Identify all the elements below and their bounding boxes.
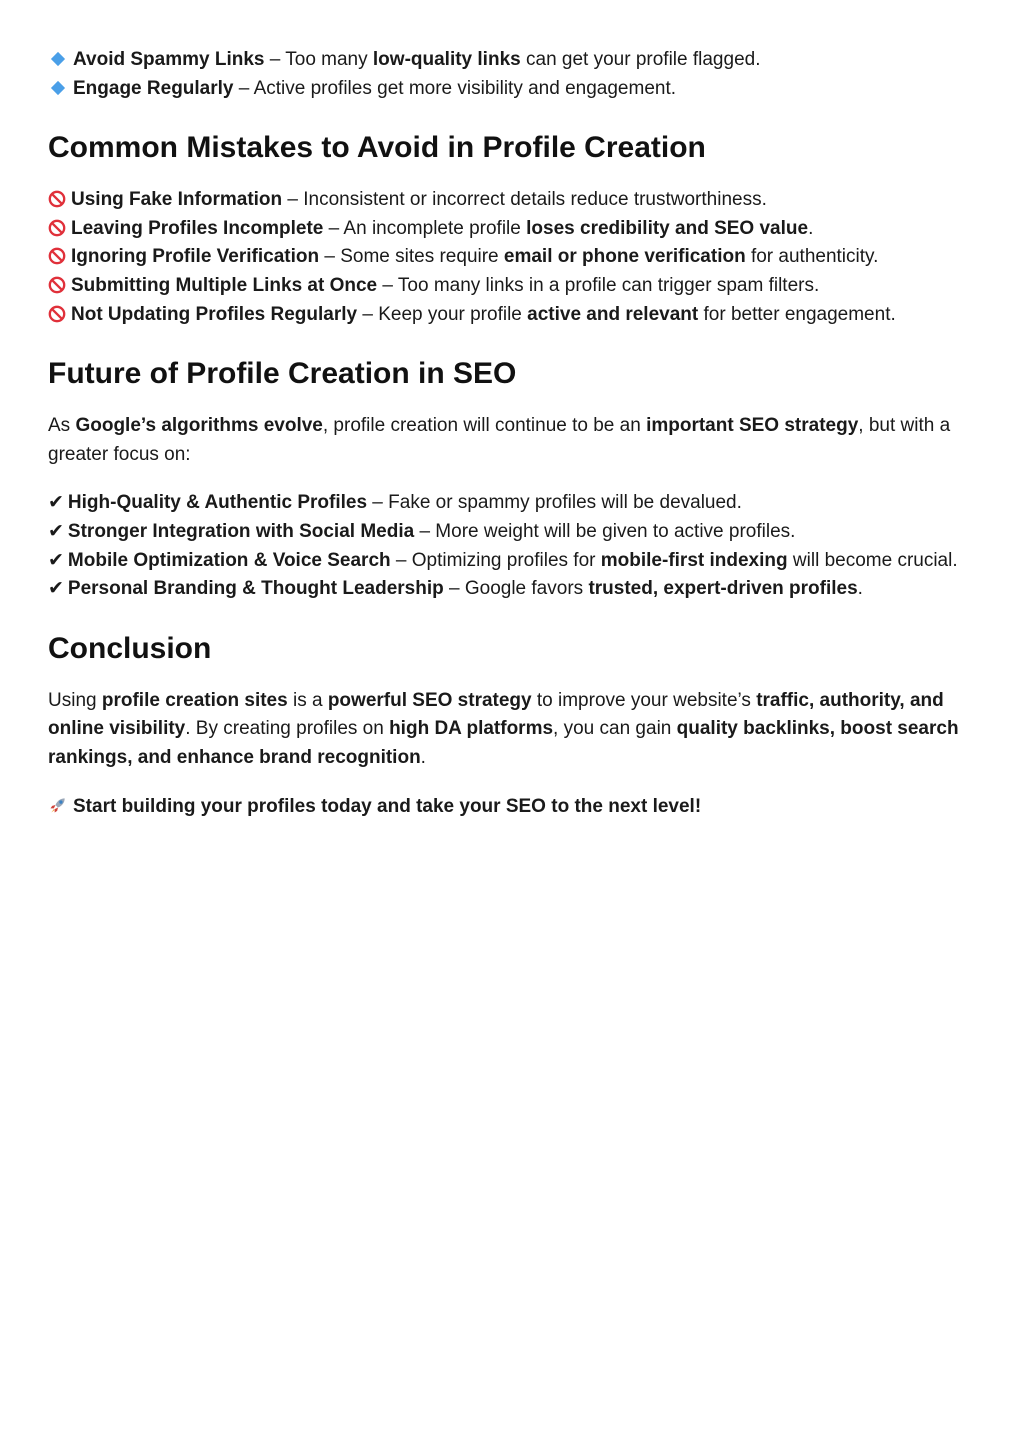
call-to-action: Start building your profiles today and take your SEO to the next level!: [48, 793, 976, 822]
list-item: Avoid Spammy Links – Too many low-quality links can get your profile flagged.: [48, 46, 976, 75]
list-item: ✔ Personal Branding & Thought Leadership – Google favors trusted, expert-driven profiles.: [48, 575, 976, 604]
future-intro-paragraph: As Google’s algorithms evolve, profile creation will continue to be an important SEO strategy, but with a greater focus on:: [48, 415, 951, 465]
list-item: Using Fake Information – Inconsistent or incorrect details reduce trustworthiness.: [48, 186, 976, 215]
mistakes-list: [48, 186, 976, 329]
tips-list: [48, 46, 976, 103]
conclusion-paragraph: Using profile creation sites is a powerful SEO strategy to improve your website’s traffic, authority, and online visibility. By creating profiles on high DA platforms, you can gain quality backlinks, boost search rankings, and enhance brand recognition.: [48, 689, 959, 768]
list-item: ✔ Stronger Integration with Social Media – More weight will be given to active profiles.: [48, 518, 976, 547]
prohibited-icon: [48, 219, 66, 237]
section-heading-conclusion: Conclusion: [48, 631, 212, 665]
list-item: ✔ High-Quality & Authentic Profiles – Fake or spammy profiles will be devalued.: [48, 489, 976, 518]
list-item: Engage Regularly – Active profiles get more visibility and engagement.: [48, 75, 976, 104]
section-heading-mistakes: Common Mistakes to Avoid in Profile Creation: [48, 131, 706, 165]
prohibited-icon: [48, 276, 66, 294]
future-list: [48, 489, 976, 603]
list-item: Submitting Multiple Links at Once – Too many links in a profile can trigger spam filters.: [48, 272, 976, 301]
blue-diamond-icon: [51, 52, 65, 66]
list-item: Leaving Profiles Incomplete – An incomplete profile loses credibility and SEO value.: [48, 215, 976, 244]
prohibited-icon: [48, 305, 66, 323]
blue-diamond-icon: [51, 81, 65, 95]
list-item: ✔ Mobile Optimization & Voice Search – Optimizing profiles for mobile-first indexing will become crucial.: [48, 547, 976, 576]
list-item: Not Updating Profiles Regularly – Keep your profile active and relevant for better engagement.: [48, 301, 976, 330]
prohibited-icon: [48, 190, 66, 208]
rocket-icon: [48, 795, 68, 815]
list-item: Ignoring Profile Verification – Some sites require email or phone verification for authenticity.: [48, 243, 976, 272]
section-heading-future: Future of Profile Creation in SEO: [48, 357, 517, 391]
check-mark-icon: ✔: [48, 549, 64, 571]
check-mark-icon: ✔: [48, 492, 64, 514]
check-mark-icon: ✔: [48, 520, 64, 542]
check-mark-icon: ✔: [48, 578, 64, 600]
prohibited-icon: [48, 247, 66, 265]
